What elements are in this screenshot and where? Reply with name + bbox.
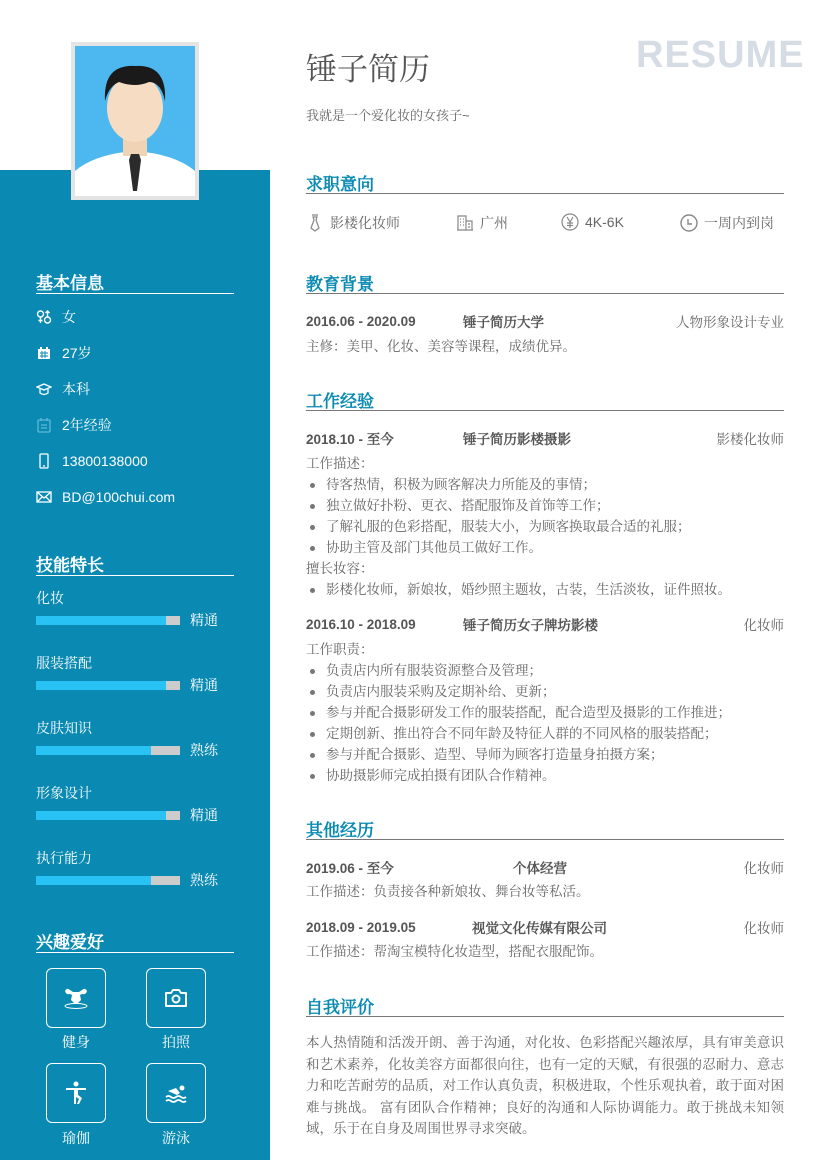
job-duty: 负责店内服装采购及定期补给、更新；	[306, 681, 784, 702]
job-duty: 协助摄影师完成拍摄有团队合作精神。	[306, 765, 784, 786]
info-experience	[36, 415, 112, 435]
other-desc: 工作描述：负责接各种新娘妆、舞台妆等私活。	[306, 884, 590, 899]
swimming-icon	[161, 1078, 191, 1108]
hobby-fitness	[46, 968, 106, 1028]
job-date: 2016.10 - 2018.09	[306, 616, 416, 632]
intent-availability	[680, 213, 774, 233]
gender-icon	[36, 309, 52, 325]
job-duty: 定期创新、推出符合不同年龄及特征人群的不同风格的服装搭配；	[306, 723, 784, 744]
phone-icon	[36, 453, 52, 469]
skill-name: 化妆	[36, 590, 64, 606]
other-row	[306, 857, 784, 877]
skill-level: 精通	[190, 677, 218, 693]
work-title: 工作经验	[306, 387, 784, 411]
fitness-icon	[61, 983, 91, 1013]
job-duty: 参与并配合摄影、造型、导师为顾客打造量身拍摄方案；	[306, 744, 784, 765]
info-text: 13800138000	[62, 453, 148, 469]
other-date: 2019.06 - 至今	[306, 861, 394, 876]
skill-bar-fill	[36, 616, 166, 625]
yen-icon	[561, 213, 579, 231]
job-duty: 负责店内所有服装资源整合及管理；	[306, 660, 784, 681]
other-title: 其他经历	[306, 816, 784, 840]
calendar-icon	[36, 345, 52, 361]
job-company: 锤子简历女子牌坊影楼	[463, 618, 598, 633]
skills-title: 技能特长	[36, 551, 234, 576]
hobby-photo	[146, 968, 206, 1028]
job-label: 擅长妆容：	[306, 561, 374, 576]
resume-watermark: RESUME	[636, 34, 805, 76]
skill-bar	[36, 616, 180, 625]
yoga-icon	[61, 1078, 91, 1108]
hobby-label: 瑜伽	[62, 1130, 90, 1146]
other-date: 2018.09 - 2019.05	[306, 919, 416, 935]
info-education	[36, 379, 90, 399]
job-company: 锤子简历影楼摄影	[463, 432, 571, 447]
skill-bar-fill	[36, 811, 166, 820]
intent-position	[306, 213, 400, 233]
info-text: 女	[62, 309, 76, 325]
hobby-swimming	[146, 1063, 206, 1123]
intent-city	[456, 213, 508, 233]
education-title: 教育背景	[306, 270, 784, 294]
info-text: 2年经验	[62, 417, 112, 433]
hobby-yoga	[46, 1063, 106, 1123]
skill-level: 熟练	[190, 872, 218, 888]
skill-level: 精通	[190, 612, 218, 628]
job-role: 化妆师	[743, 618, 784, 633]
info-age	[36, 343, 92, 363]
skill-level: 熟练	[190, 742, 218, 758]
intent-title: 求职意向	[306, 170, 784, 194]
job-date: 2018.10 - 至今	[306, 432, 394, 447]
camera-icon	[161, 983, 191, 1013]
job-duty: 独立做好扑粉、更衣、搭配服饰及首饰等工作；	[306, 495, 784, 516]
hobby-label: 游泳	[162, 1130, 190, 1146]
skill-bar	[36, 876, 180, 885]
skill-name: 执行能力	[36, 850, 92, 866]
notepad-icon	[36, 417, 52, 433]
job-row	[306, 614, 784, 634]
edu-school: 锤子简历大学	[463, 315, 544, 330]
info-phone	[36, 451, 148, 471]
skill-level: 精通	[190, 807, 218, 823]
intent-text: 影楼化妆师	[330, 215, 400, 231]
avatar	[71, 42, 199, 200]
skill-name: 服装搭配	[36, 655, 92, 671]
skill-name: 皮肤知识	[36, 720, 92, 736]
skill-name: 形象设计	[36, 785, 92, 801]
intent-salary	[561, 213, 624, 231]
basic-info-title: 基本信息	[36, 269, 234, 294]
job-skill: 影楼化妆师，新娘妆，婚纱照主题妆，古装，生活淡妆，证件照妆。	[306, 579, 784, 600]
job-duty: 待客热情，积极为顾客解决力所能及的事情；	[306, 474, 784, 495]
self-desc: 本人热情随和活泼开朗、善于沟通，对化妆、色彩搭配兴趣浓厚，具有审美意识和艺术素养，化妆美容方面都很向往，也有一定的天赋，有很强的忍耐力、意志力和吃苦耐劳的品质，对工作认真负责，积极进取，个性乐观执着，敢于面对困难与挑战。 富有团队合作精神；良好的沟通和人际协调能力。敢于挑战未知领域，乐于在自身及周围世界寻求突破。	[306, 1035, 784, 1136]
skill-bar	[36, 811, 180, 820]
tie-icon	[306, 214, 324, 232]
other-role: 化妆师	[743, 921, 784, 936]
resume-name: 锤子简历	[306, 52, 430, 87]
edu-desc: 主修：美甲、化妆、美容等课程，成绩优异。	[306, 339, 576, 354]
other-role: 化妆师	[743, 861, 784, 876]
job-details	[306, 453, 784, 600]
job-details	[306, 639, 784, 786]
other-row	[306, 917, 784, 937]
clock-icon	[680, 214, 698, 232]
job-role: 影楼化妆师	[716, 432, 784, 447]
skill-bar-fill	[36, 746, 151, 755]
job-duty: 参与并配合摄影研发工作的服装搭配，配合造型及摄影的工作推进；	[306, 702, 784, 723]
job-label: 工作描述：	[306, 456, 374, 471]
info-gender	[36, 307, 76, 327]
hobbies-title: 兴趣爱好	[36, 928, 234, 953]
education-row	[306, 311, 784, 331]
hobby-label: 健身	[62, 1034, 90, 1050]
skill-bar-fill	[36, 681, 166, 690]
edu-major: 人物形象设计专业	[676, 315, 784, 330]
intent-text: 广州	[480, 215, 508, 231]
skill-bar-fill	[36, 876, 151, 885]
mail-icon	[36, 489, 52, 505]
skill-bar	[36, 746, 180, 755]
building-icon	[456, 214, 474, 232]
job-duty: 协助主管及部门其他员工做好工作。	[306, 537, 784, 558]
info-text: BD@100chui.com	[62, 489, 176, 505]
info-text: 27岁	[62, 345, 92, 361]
edu-date: 2016.06 - 2020.09	[306, 313, 416, 329]
other-desc: 工作描述：帮淘宝模特化妆造型，搭配衣服配饰。	[306, 944, 603, 959]
intent-text: 一周内到岗	[704, 215, 774, 231]
graduation-cap-icon	[36, 381, 52, 397]
skill-bar	[36, 681, 180, 690]
job-duty: 了解礼服的色彩搭配，服装大小，为顾客换取最合适的礼服；	[306, 516, 784, 537]
other-org: 个体经营	[513, 861, 567, 876]
info-text: 本科	[62, 381, 90, 397]
motto: 我就是一个爱化妆的女孩子~	[306, 108, 470, 123]
job-label: 工作职责：	[306, 642, 374, 657]
intent-text: 4K-6K	[585, 214, 624, 230]
self-title: 自我评价	[306, 993, 784, 1017]
info-email	[36, 487, 175, 507]
job-row	[306, 428, 784, 448]
other-org: 视觉文化传媒有限公司	[472, 921, 607, 936]
hobby-label: 拍照	[162, 1034, 190, 1050]
